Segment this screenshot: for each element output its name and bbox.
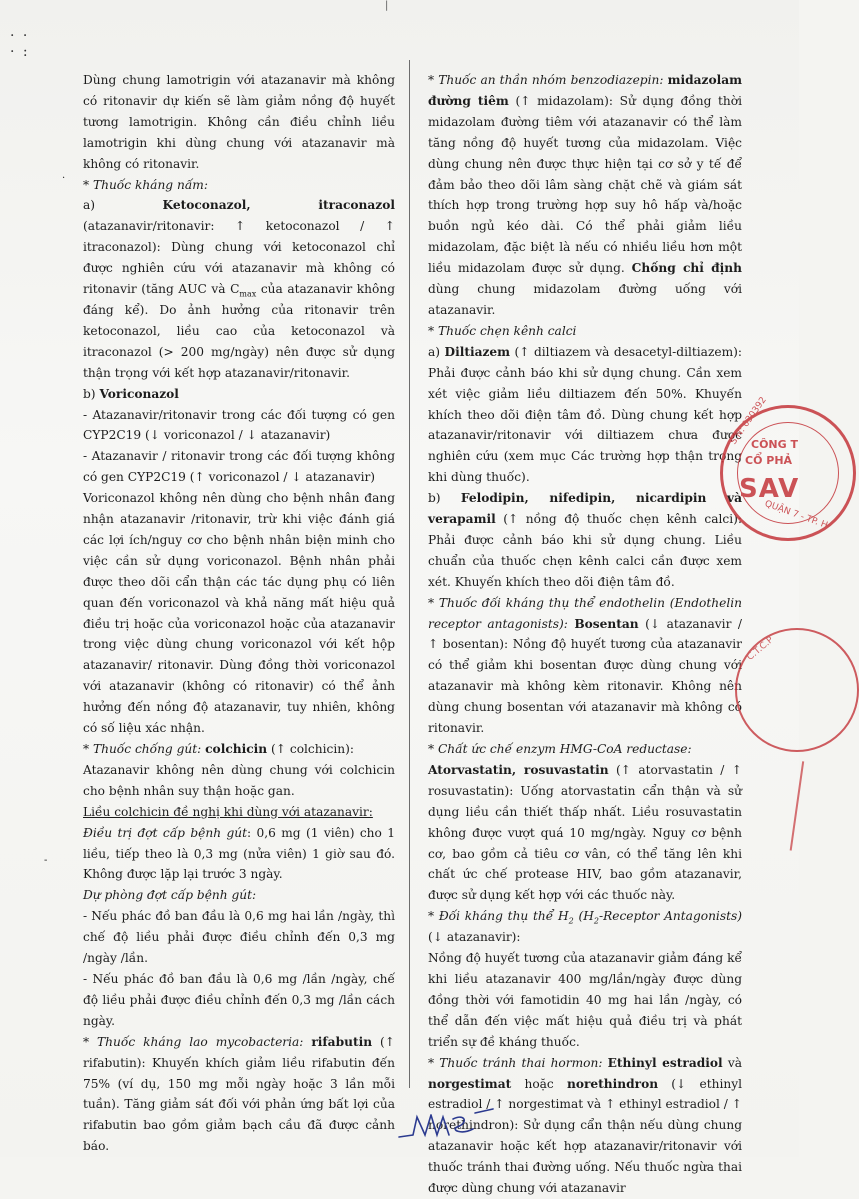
vori-prefix: b) (83, 386, 100, 401)
top-page-mark: | (385, 0, 389, 11)
acute-gout-paragraph (83, 823, 395, 886)
left-column (83, 70, 395, 1157)
gout-heading-label: * Thuốc chống gút: (83, 742, 206, 756)
contraindication-label: Chống chỉ định (631, 261, 743, 276)
oc-title-2: norgestimat (428, 1076, 512, 1091)
benzo-text-end: dùng chung midazolam đường uống với atazanavir. (428, 282, 742, 317)
company-stamp-line2: CỔ PHẢ (745, 454, 793, 467)
oc-title-1: Ethinyl estradiol (607, 1055, 723, 1070)
company-stamp-line1: CÔNG T (751, 438, 798, 451)
handwritten-initials (395, 1105, 505, 1145)
felo-text: (↑ nồng độ thuốc chẹn kênh calci): Phải được cảnh báo khi sử dụng chung. Liều chuẩn của thuốc chẹn kênh calci cần được xem xét. Khuyến khích theo dõi điện tâm đồ. (428, 512, 742, 589)
keto-title: Ketoconazol, itraconazol (162, 198, 395, 213)
company-stamp-rim: QUẬN 7 - TP. H (763, 498, 829, 532)
corporate-seal (735, 628, 859, 752)
h2-sub2: 2 (593, 916, 599, 926)
h2-tail: -Receptor Antagonists) (598, 909, 742, 924)
oc-and: và (722, 1055, 742, 1070)
statin-heading: * Chất ức chế enzym HMG-CoA reductase: (428, 742, 692, 756)
tb-title: rifabutin (311, 1034, 373, 1049)
company-stamp (720, 395, 856, 541)
voriconazol-heading (83, 384, 395, 405)
endo-heading: * Thuốc đối kháng thụ thể endothelin (Endothelin receptor antagonists): (428, 595, 742, 631)
gout-heading (83, 739, 395, 760)
right-column (428, 70, 742, 1199)
company-stamp-brand: SAV (739, 474, 800, 504)
gout-title: colchicin (205, 742, 268, 756)
endo-title: Bosentan (574, 616, 639, 631)
gout-paragraph: Atazanavir không nên dùng chung với colchicin cho bệnh nhân suy thận hoặc gan. (83, 762, 395, 798)
h2-heading (428, 906, 742, 948)
statin-paragraph (428, 760, 742, 906)
voriconazol-paragraph: Voriconazol không nên dùng cho bệnh nhân đang nhận atazanavir /ritonavir, trừ khi việc đánh giá các lợi ích/nguy cơ cho bệnh nhân biện minh cho việc cần sử dụng voriconazol. Bệnh nhân phải được theo dõi cẩn thận các tác dụng phụ có liên quan đến voriconazol và khả năng mất hiệu quả điều trị hoặc của voriconazol hoặc của atazanavir trong việc dùng chung voriconazol với kết hộp atazanavir/ ritonavir. Dùng đồng thời voriconazol với atazanavir (không có ritonavir) có thể ảnh hưởng đến nồng độ atazanavir, tuy nhiên, không có số liệu xác nhận. (83, 491, 395, 736)
endo-text: (↓ atazanavir / ↑ bosentan): Nồng độ huyết tương của atazanavir có thể giảm khi bosentan được dùng chung với atazanavir mà không kèm ritonavir. Không nên dùng chung bosentan với atazanavir mà không có ritonavir. (428, 616, 742, 736)
ketoconazol-paragraph (83, 195, 395, 383)
oc-heading: * Thuốc tránh thai hormon: (428, 1055, 608, 1070)
tb-heading: * Thuốc kháng lao mycobacteria: (83, 1034, 312, 1049)
h2-paragraph: Nồng độ huyết tương của atazanavir giảm đáng kể khi liều atazanavir 400 mg/lần/ngày được dùng đồng thời với famotidin 40 mg hai lần /ngày, có thể dẫn đến việc mất hiệu quả điều trị và phát triển sự đề kháng thuốc. (428, 951, 742, 1049)
voriconazol-item-2: - Atazanavir / ritonavir trong các đối tượng không có gen CYP2C19 (↑ voriconazol / ↓ atazanavir) (83, 449, 395, 485)
company-stamp-code: S.N: 030392 (728, 395, 769, 447)
bosentan-paragraph (428, 593, 742, 739)
corner-specks: · · · : (10, 28, 30, 60)
antifungal-heading: * Thuốc kháng nấm: (83, 177, 208, 192)
prevent-item-1: - Nếu phác đồ ban đầu là 0,6 mg hai lần /ngày, thì chế độ liều phải được điều chỉnh đến 0,3 mg /ngày /lần. (83, 909, 395, 966)
voriconazol-item-1: - Atazanavir/ritonavir trong các đối tượng có gen CYP2C19 (↓ voriconazol / ↓ atazanavir) (83, 407, 395, 443)
oc-or: hoặc (511, 1076, 567, 1091)
prevent-gout-label: Dự phòng đợt cấp bệnh gút: (83, 888, 257, 903)
gout-arrow: (↑ colchicin): (267, 742, 354, 756)
h2-heading-text: * Đối kháng thụ thể H (428, 909, 569, 924)
midazolam-paragraph (428, 70, 742, 321)
red-ink-mark (776, 759, 804, 850)
dilt-title: Diltiazem (444, 344, 511, 359)
felo-prefix: b) (428, 491, 461, 506)
benzo-title: midazolam đường tiêm (428, 73, 742, 108)
benzo-text: (↑ midazolam): Sử dụng đồng thời midazolam đường tiêm với atazanavir có thể làm tăng nồng độ huyết tương của midazolam. Việc dùng chung nên được thực hiện tại cơ sở y tế để đảm bảo theo dõi lâm sàng chặt chẽ và giám sát thích hợp trong trường hợp suy hô hấp và/hoặc buồn ngủ kéo dài. Có thể phải giảm liều midazolam, đặc biệt là nếu có nhiều liều hơn một liều midazolam được sử dụng. (428, 93, 743, 276)
statin-title: Atorvastatin, rosuvastatin (428, 762, 609, 777)
cmax-subscript: max (239, 289, 257, 299)
margin-dash: - (44, 855, 48, 866)
felodipin-paragraph (428, 488, 742, 593)
h2-heading-label (428, 909, 742, 926)
oc-title-3: norethindron (566, 1076, 659, 1091)
prevent-item-2: - Nếu phác đồ ban đầu là 0,6 mg /lần /ngày, chế độ liều phải được điều chỉnh đến 0,3 mg /lần cách ngày. (83, 971, 395, 1028)
dilt-text: (↑ diltiazem và desacetyl-diltiazem): Phải được cảnh báo khi sử dụng chung. Cần xem xét việc giảm liều diltiazem đến 50%. Khuyến khích theo dõi điện tâm đồ. Dùng chung kết hợp atazanavir/ritonavir với diltiazem chưa được nghiên cứu (xem mục Các trường hợp thận trọng khi dùng thuốc). (428, 344, 742, 485)
statin-text: (↑ atorvastatin / ↑ rosuvastatin): Uống atorvastatin cẩn thận và sử dụng liều cần thiết thấp nhất. Liều rosuvastatin không được vượt quá 10 mg/ngày. Nguy cơ bệnh cơ, bao gồm cả tiêu cơ vân, có thể tăng lên khi chất ức chế protease HIV, bao gồm atazanavir, được sử dụng kết hợp với các thuốc này. (428, 762, 742, 903)
acute-label: Điều trị đợt cấp bệnh gút (83, 825, 247, 840)
acute-text: : 0,6 mg (1 viên) cho 1 liều, tiếp theo là 0,3 mg (nửa viên) 1 giờ sau đó. Không được lặp lại trước 3 ngày. (83, 825, 396, 882)
tb-text: (↑ rifabutin): Khuyến khích giảm liều rifabutin đến 75% (ví dụ, 150 mg mỗi ngày hoặc 3 lần mỗi tuần). Tăng giảm sát đối với phản ứng bất lợi của rifabutin bao gồm giảm bạch cầu đã được cảnh báo. (83, 1034, 396, 1154)
keto-text-2: của atazanavir không đáng kể). Do ảnh hưởng của ritonavir trên ketoconazol, liều cao của ketoconazol và itraconazol (> 200 mg/ngày) nên được sử dụng thận trọng với kết hợp atazanavir/ritonavir. (83, 282, 395, 380)
rifabutin-paragraph (83, 1032, 395, 1157)
colchicin-dose-heading: Liều colchicin đề nghị khi dùng với atazanavir: (83, 804, 373, 819)
h2-sub: 2 (568, 916, 574, 926)
margin-speck: . (62, 170, 66, 181)
corporate-seal-text: C.T.C.P (745, 635, 776, 663)
keto-text-1: (atazanavir/ritonavir: ↑ ketoconazol / ↑ itraconazol): Dùng chung với ketoconazol chỉ được nghiên cứu với atazanavir mà không có ritonavir (tăng AUC và C (83, 219, 395, 297)
keto-prefix: a) (83, 198, 163, 213)
oc-text: (↓ ethinyl estradiol / ↑ norgestimat và ↑ ethinyl estradiol / ↑ norethindron): Sử dụng cẩn thận nếu dùng chung atazanavir hoặc kết hợp atazanavir/ritonavir với thuốc tránh thai đường uống. Nếu thuốc ngừa thai được dùng chung với atazanavir (428, 1076, 742, 1196)
column-divider (409, 60, 410, 1088)
diltiazem-paragraph (428, 342, 742, 488)
felo-title: Felodipin, nifedipin, nicardipin và verapamil (428, 491, 743, 527)
lamotrigin-paragraph: Dùng chung lamotrigin với atazanavir mà không có ritonavir dự kiến sẽ làm giảm nồng độ huyết tương lamotrigin. Không cần điều chỉnh liều lamotrigin khi dùng chung với atazanavir mà không có ritonavir. (83, 73, 395, 171)
h2-arrow: (↓ atazanavir): (428, 930, 521, 945)
vori-title: Voriconazol (99, 386, 179, 401)
dilt-prefix: a) (428, 344, 445, 359)
ccb-heading: * Thuốc chẹn kênh calci (428, 323, 577, 338)
h2-mid: (H (573, 909, 594, 924)
benzo-heading: * Thuốc an thần nhóm benzodiazepin: (428, 73, 668, 87)
